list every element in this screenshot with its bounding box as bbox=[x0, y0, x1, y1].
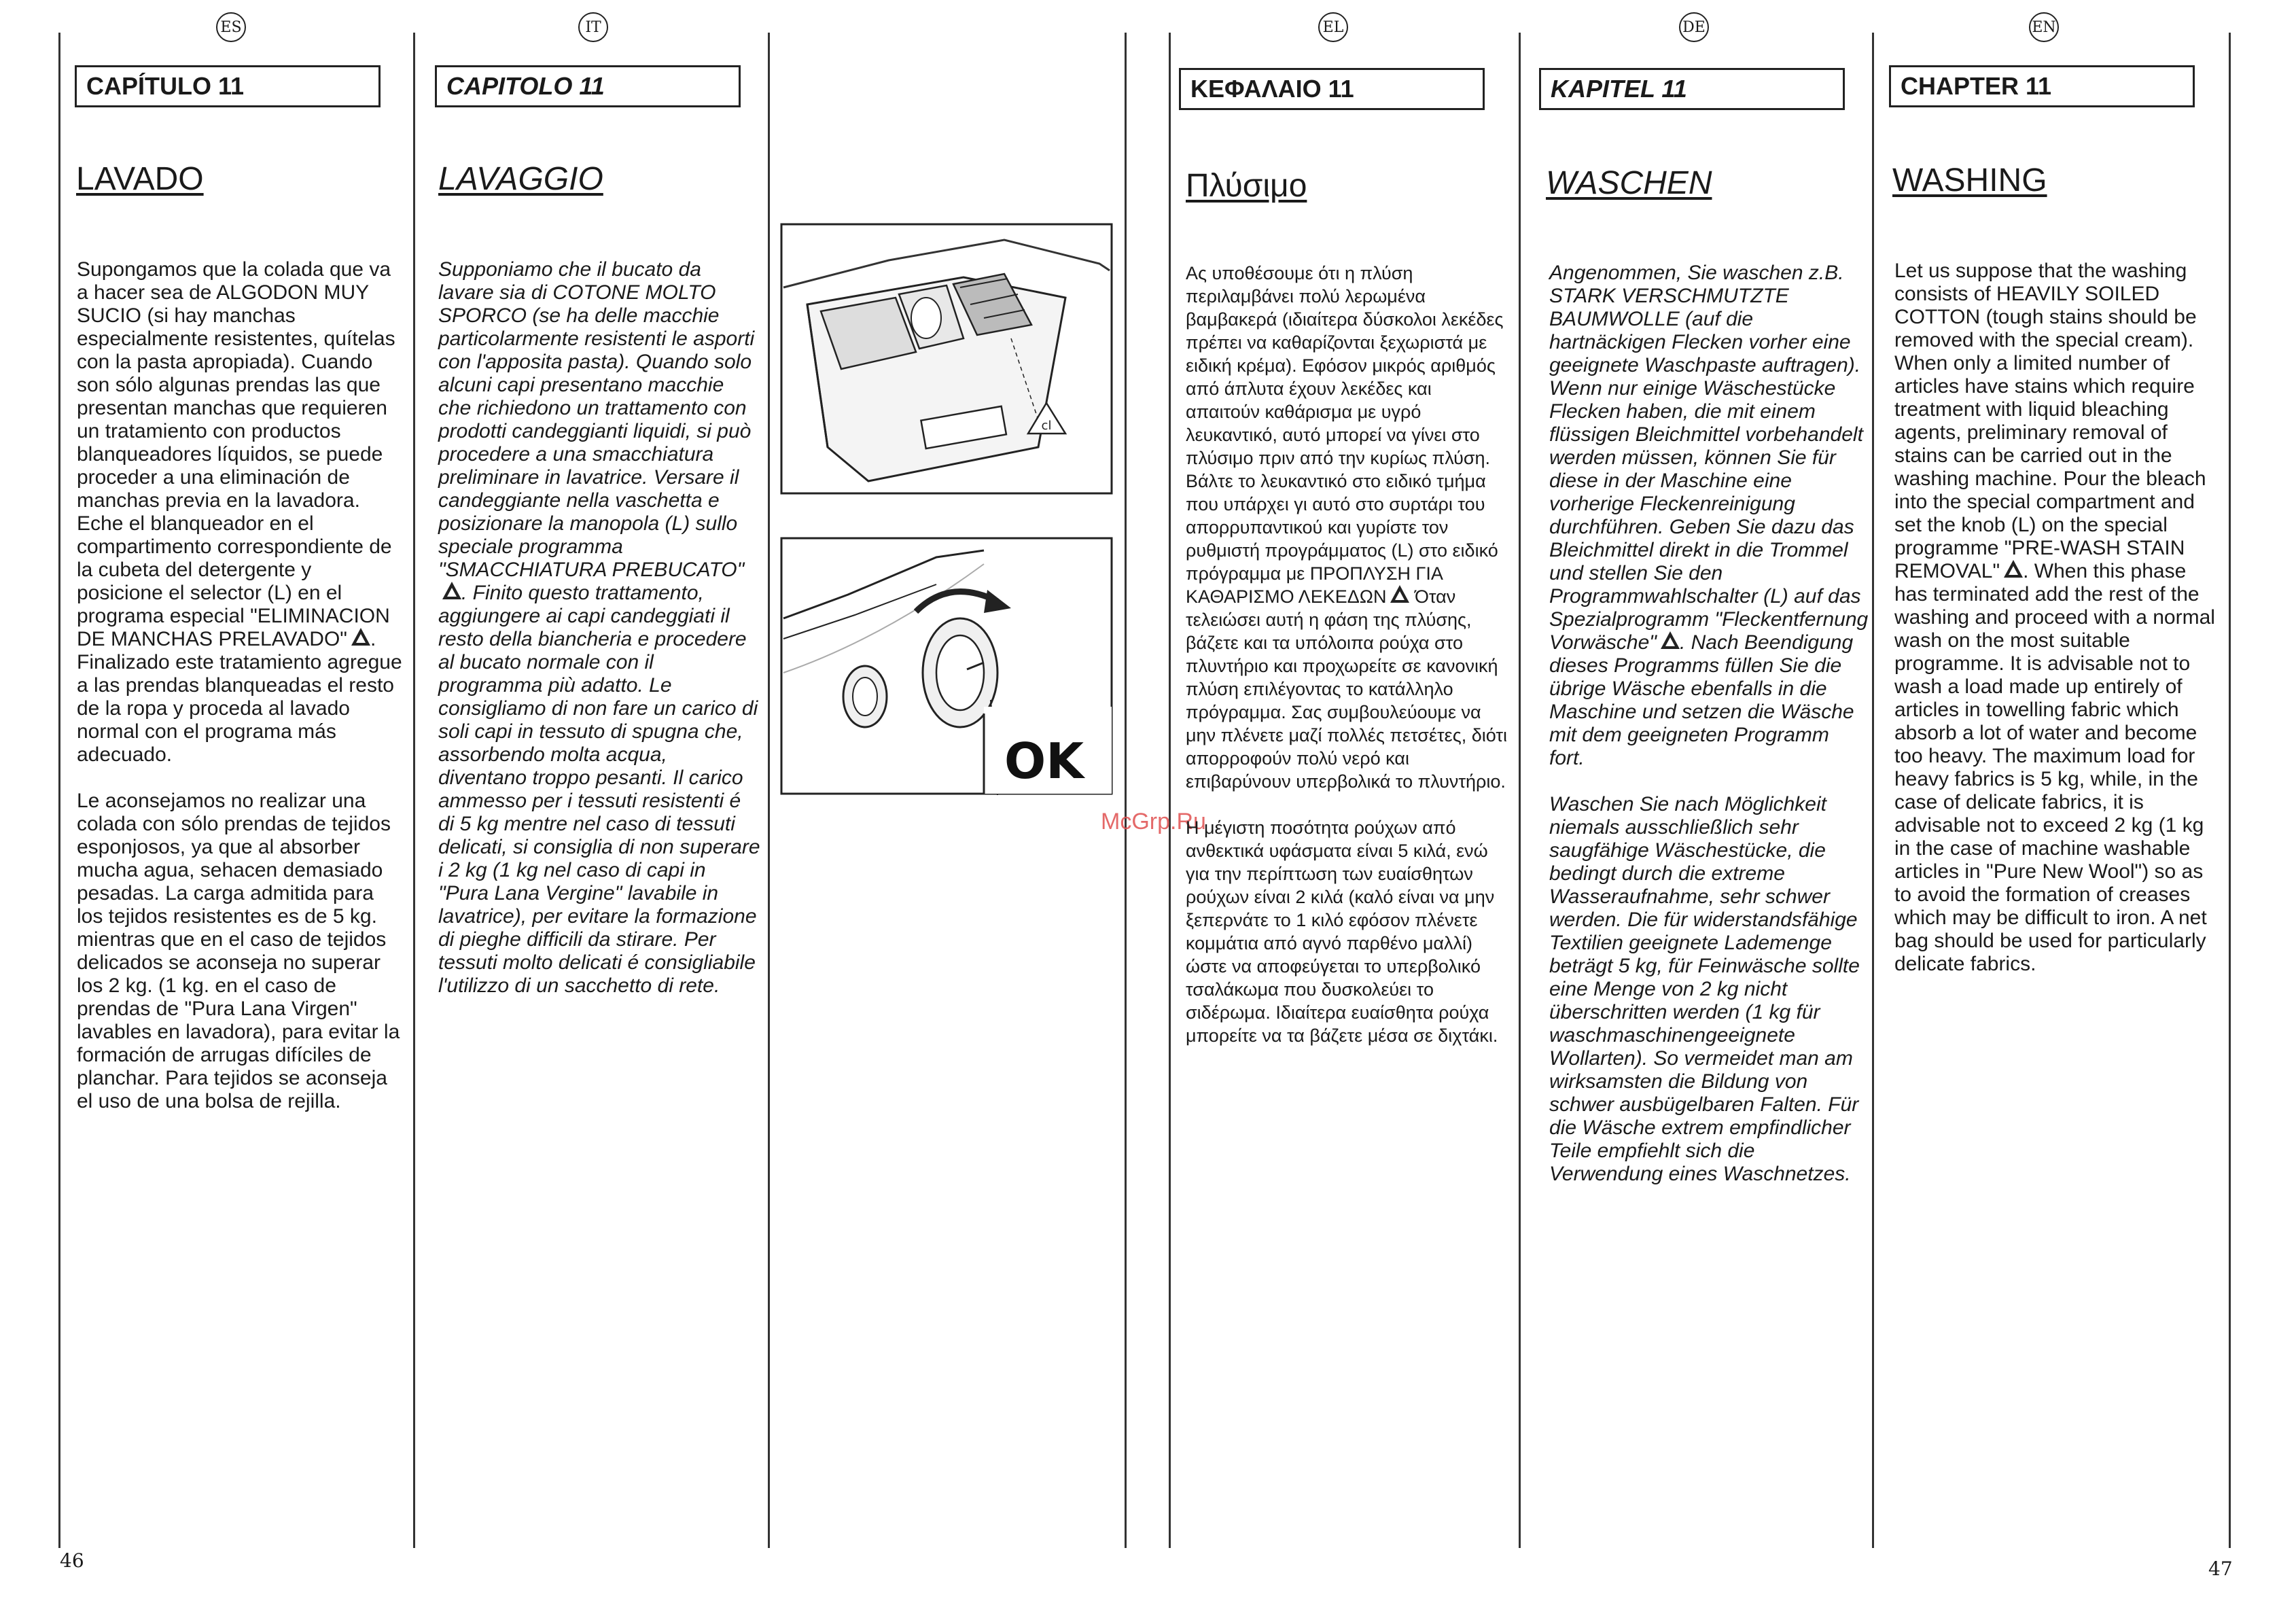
chapter-title-el: ΚΕΦΑΛΑΙΟ 11 bbox=[1179, 68, 1485, 110]
warning-triangle-icon bbox=[2004, 560, 2023, 578]
paragraph: Η μέγιστη ποσότητα ρούχων από ανθεκτικά υφάσματα είναι 5 κιλά, ενώ για την περίπτωση των ευαίσθητων ρούχων είναι 2 κιλά (καλό είναι να μην ξεπερνάτε το 1 κιλό εφόσον πλένετε κομμάτια από αγνό παρθένο μαλλί) ώστε να αποφεύγεται το υπερβολικό τσαλάκωμα που δυσκολεύει το σιδέρωμα. Ιδιαίτερα ευαίσθητα ρούχα μπορείτε να τα βάζετε μέσα σε διχτάκι. bbox=[1186, 817, 1498, 1046]
paragraph: . Nach Beendigung dieses Programms füllen Sie die übrige Wäsche ebenfalls in die Maschine und setzen die Wäsche mit dem geeigneten Programm fort. bbox=[1549, 631, 1854, 769]
dispenser-compartment-label: cl bbox=[1041, 419, 1052, 433]
section-heading-el: Πλύσιμο bbox=[1186, 168, 1307, 204]
warning-triangle-icon bbox=[1661, 631, 1680, 649]
paragraph: Supponiamo che il bucato da lavare sia di COTONE MOLTO SPORCO (se ha delle macchie particolarmente resistenti le asporti con l'apposita pasta). Quando solo alcuni capi presentano macchie che richiedono un trattamento con prodotti candeggianti liquidi, si può procedere a una smacchiatura preliminare in lavatrice. Versare il candeggiante nella vaschetta e posizionare la manopola (L) sullo speciale programma "SMACCHIATURA PREBUCATO" bbox=[438, 258, 755, 581]
paragraph: Let us suppose that the washing consists of HEAVILY SOILED COTTON (tough stains should be removed with the special cream). When only a limited number of articles have stains which require treatment with liquid bleaching agents, preliminary removal of stains can be carried out in the washing machine. Pour the bleach into the special compartment and set the knob (L) on the special programme "PRE-WASH STAIN REMOVAL" bbox=[1894, 260, 2206, 582]
language-badge-en: EN bbox=[2029, 12, 2059, 42]
chapter-title-en: CHAPTER 11 bbox=[1889, 65, 2195, 107]
programme-knob-figure bbox=[780, 537, 1113, 795]
paragraph: Waschen Sie nach Möglichkeit niemals ausschließlich sehr saugfähige Wäschestücke, die bedingt durch die extreme Wasseraufnahme, sehr schwer werden. Die für widerstandsfähige Textilien geeignete Lademenge beträgt 5 kg, für Feinwäsche sollte eine Menge von 2 kg nicht überschritten werden (1 kg für waschmaschinengeeignete Wollarten). So vermeidet man am wirksamsten die Bildung von schwer ausbügelbaren Falten. Für die Wäsche extrem empfindlicher Teile empfiehlt sich die Verwendung eines Waschnetzes. bbox=[1549, 793, 1860, 1185]
page-number-left: 46 bbox=[60, 1549, 84, 1572]
paragraph: Όταν τελειώσει αυτή η φάση της πλύσης, βάζετε και τα υπόλοιπα ρούχα στο πλυντήριο και προχωρείτε σε κανονική πλύση επιλέγοντας το κατάλληλο πρόγραμμα. Σας συμβουλεύουμε να μην πλένετε μαζί πολλές πετσέτες, διότι απορροφούν πολύ νερό και επιβαρύνουν υπερβολικά το πλυντήριο. bbox=[1186, 586, 1508, 792]
body-text-de bbox=[1549, 262, 1869, 1209]
column-rule bbox=[768, 33, 770, 1548]
chapter-title-es: CAPÍTULO 11 bbox=[75, 65, 381, 107]
column-rule bbox=[1519, 33, 1521, 1548]
page-number-right: 47 bbox=[2208, 1558, 2233, 1580]
column-rule bbox=[1169, 33, 1171, 1548]
warning-triangle-icon bbox=[1390, 585, 1409, 603]
detergent-drawer-illustration bbox=[780, 223, 1113, 495]
chapter-title-de: KAPITEL 11 bbox=[1539, 68, 1845, 110]
warning-triangle-icon bbox=[351, 628, 370, 646]
body-text-el bbox=[1186, 262, 1508, 1070]
section-heading-de: WASCHEN bbox=[1546, 165, 1712, 201]
detergent-drawer-figure bbox=[780, 223, 1113, 495]
section-heading-es: LAVADO bbox=[76, 161, 204, 197]
section-heading-it: LAVAGGIO bbox=[438, 161, 603, 197]
language-badge-es: ES bbox=[216, 12, 246, 42]
programme-knob-illustration bbox=[780, 537, 1113, 795]
ok-label: OK bbox=[1004, 733, 1084, 790]
paragraph: Supongamos que la colada que va a hacer sea de ALGODON MUY SUCIO (si hay manchas especialmente resistentes, quítelas con la pasta apropiada). Cuando son sólo algunas prendas las que presentan manchas que requieren un tratamiento con productos blanqueadores líquidos, se puede proceder a una eliminación de manchas previa en la lavadora. Eche el blanqueador en el compartimento correspondiente de la cubeta del detergente y posicione el selector (L) en el programa especial "ELIMINACION DE MANCHAS PRELAVADO" bbox=[77, 258, 395, 650]
warning-triangle-icon bbox=[442, 582, 461, 599]
paragraph: Le aconsejamos no realizar una colada con sólo prendas de tejidos esponjosos, ya que al absorber mucha agua, sehacen demasiado pesadas. La carga admitida para los tejidos resistentes es de 5 kg. mientras que en el caso de tejidos delicados se aconseja no superar los 2 kg. (1 kg. en el caso de prendas de "Pura Lana Virgen" lavables en lavadora), para evitar la formación de arrugas difíciles de planchar. Para tejidos se aconseja el uso de una bolsa de rejilla. bbox=[77, 790, 400, 1112]
language-badge-de: DE bbox=[1679, 12, 1709, 42]
body-text-en bbox=[1894, 260, 2221, 999]
body-text-it bbox=[438, 258, 761, 1021]
body-text-es bbox=[77, 258, 403, 1136]
paragraph: . When this phase has terminated add the rest of the washing and proceed with a normal wash on the most suitable programme. It is advisable not to wash a load made up entirely of articles in towelling fabric which absorb a lot of water and become too heavy. The maximum load for heavy fabrics is 5 kg, while, in the case of delicate fabrics, it is advisable not to exceed 2 kg (1 kg in the case of machine washable articles in "Pure New Wool") so as to avoid the formation of creases which may be difficult to iron. A net bag should be used for particularly delicate fabrics. bbox=[1894, 560, 2215, 975]
section-heading-en: WASHING bbox=[1892, 162, 2047, 198]
paragraph: Angenommen, Sie waschen z.B. STARK VERSCHMUTZTE BAUMWOLLE (auf die hartnäckigen Flecken vorher eine geeignete Waschpaste auftragen). Wenn nur einige Wäschestücke Flecken haben, die mit einem flüssigen Bleichmittel vorbehandelt werden müssen, können Sie für diese in der Maschine eine vorherige Fleckenreinigung durchführen. Geben Sie dazu das Bleichmittel direkt in die Trommel und stellen Sie den Programmwahlschalter (L) auf das Spezialprogramm "Fleckentfernung Vorwäsche" bbox=[1549, 262, 1869, 654]
paragraph: . Finito questo trattamento, aggiungere ai capi candeggiati il resto della biancheria e procedere al bucato normale con il programma più adatto. Le consigliamo di non fare un carico di soli capi in tessuto di spugna che, assorbendo molta acqua, diventano troppo pesanti. Il carico ammesso per i tessuti resistenti é di 5 kg mentre nel caso di tessuti delicati, si consiglia di non superare i 2 kg (1 kg nel caso di capi in "Pura Lana Vergine" lavabile in lavatrice), per evitare la formazione di pieghe difficili da stirare. Per tessuti molto delicati é consigliabile l'utilizzo di un sacchetto di rete. bbox=[438, 582, 760, 997]
language-badge-it: IT bbox=[578, 12, 608, 42]
column-rule bbox=[58, 33, 60, 1548]
column-rule bbox=[413, 33, 415, 1548]
paragraph: Ας υποθέσουμε ότι η πλύση περιλαμβάνει πολύ λερωμένα βαμβακερά (ιδιαίτερα δύσκολοι λεκέδες πρέπει να καθαρίζονται ξεχωριστά με ειδική κρέμα). Εφόσον μικρός αριθμός από άπλυτα έχουν λεκέδες και απαιτούν καθάρισμα με υγρό λευκαντικό, αυτό μπορεί να γίνει στο πλύσιμο πριν από την κυρίως πλύση. Βάλτε το λευκαντικό στο ειδικό τμήμα που υπάρχει γι αυτό στο συρτάρι του απορρυπαντικού και γυρίστε τον ρυθμιστή προγράμματος (L) στο ειδικό πρόγραμμα με ΠΡΟΠΛΥΣΗ ΓΙΑ ΚΑΘΑΡΙΣΜΟ ΛΕΚΕΔΩΝ bbox=[1186, 263, 1504, 607]
column-rule bbox=[1872, 33, 1874, 1548]
chapter-title-it: CAPITOLO 11 bbox=[435, 65, 741, 107]
paragraph: . Finalizado este tratamiento agregue a las prendas blanqueadas el resto de la ropa y proceda al lavado normal con el programa más adecuado. bbox=[77, 628, 402, 766]
language-badge-el: EL bbox=[1318, 12, 1348, 42]
watermark: McGrp.Ru bbox=[1101, 809, 1206, 834]
column-rule bbox=[2229, 33, 2231, 1548]
column-rule bbox=[1125, 33, 1127, 1548]
